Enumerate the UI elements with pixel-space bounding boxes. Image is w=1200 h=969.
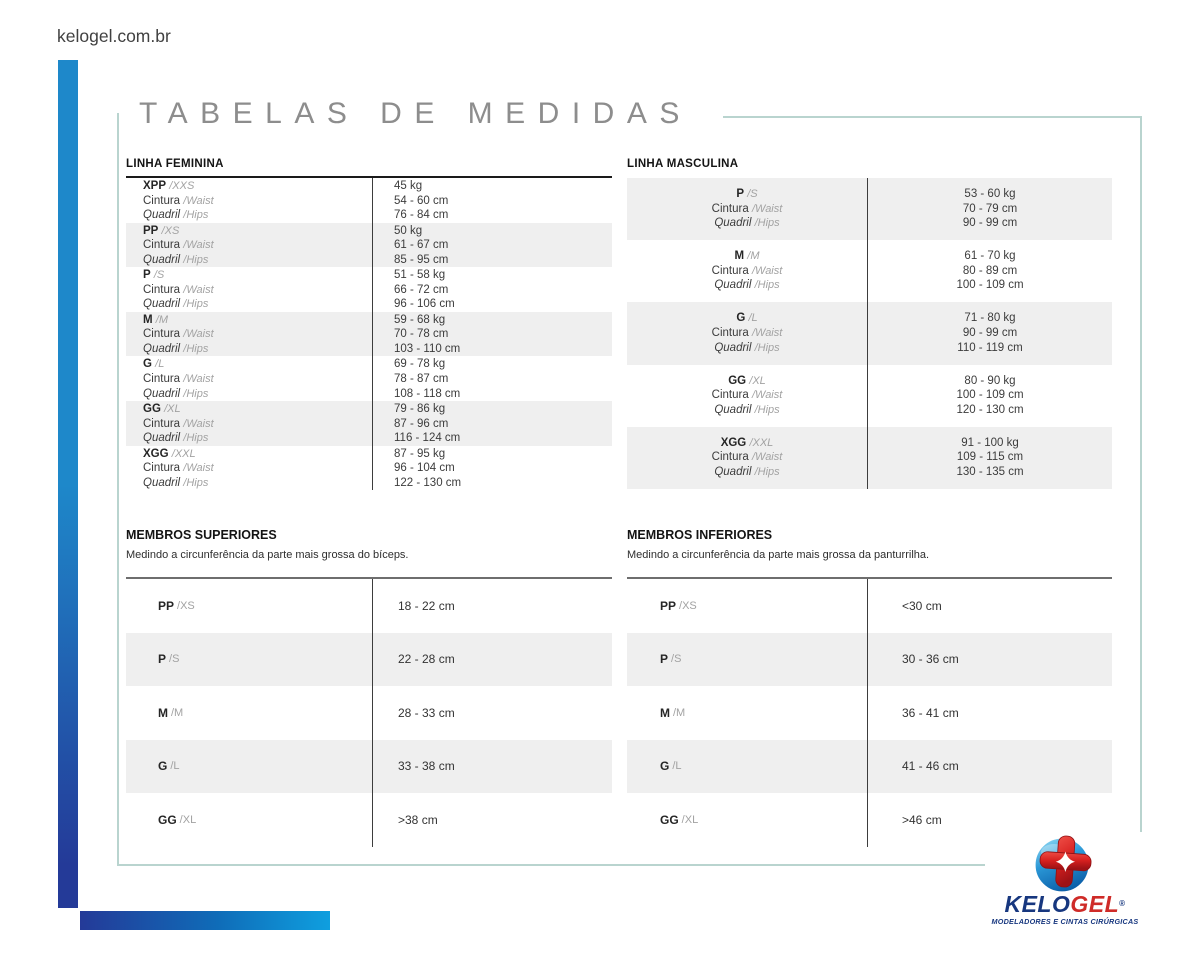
size-alt-label: /M: [747, 250, 760, 263]
logo-tagline: MODELADORES E CINTAS CIRÚRGICAS: [991, 917, 1139, 926]
size-row-g: [627, 740, 1112, 794]
size-alt-label: /M: [171, 706, 184, 719]
frame-border-bottom: [117, 864, 985, 866]
size-label: M: [660, 705, 670, 720]
size-alt-label: /XL: [681, 813, 699, 826]
size-label: P: [143, 269, 151, 282]
waist-label: Cintura: [711, 326, 749, 339]
waist-alt-label: /Waist: [751, 264, 783, 277]
waist-alt-label: /Waist: [183, 372, 214, 385]
weight-value: 91 - 100 kg: [961, 436, 1019, 449]
size-cell: [126, 178, 372, 223]
values-cell: [867, 302, 1112, 364]
waist-value: 70 - 79 cm: [962, 202, 1018, 215]
kelogel-logo: [990, 833, 1140, 926]
waist-value: 90 - 99 cm: [962, 326, 1018, 339]
value-cell: [372, 740, 612, 794]
size-alt-label: /L: [748, 312, 758, 325]
size-row-gg: [627, 365, 1112, 427]
table-subtitle: Medindo a circunferência da parte mais grossa do bíceps.: [126, 549, 409, 561]
hips-label: Quadril: [714, 341, 752, 354]
values-cell: [372, 267, 612, 312]
size-label: P: [660, 652, 669, 667]
frame-border-left: [117, 113, 119, 866]
hips-value: 96 - 106 cm: [394, 298, 455, 311]
size-alt-label: /L: [155, 358, 165, 371]
size-label: PP: [660, 598, 677, 613]
size-label: GG: [143, 402, 161, 415]
table-membros-inferiores: [627, 528, 1112, 847]
size-row-pp: [126, 223, 612, 268]
size-label: GG: [158, 812, 177, 827]
hips-value: 90 - 99 cm: [962, 217, 1018, 230]
hips-alt-label: /Hips: [754, 341, 780, 354]
registered-mark: ®: [1119, 899, 1126, 908]
table-rows: [627, 178, 1112, 489]
size-cell: [627, 579, 867, 633]
size-cell: [126, 793, 372, 847]
hips-label: Quadril: [143, 298, 181, 311]
values-cell: [372, 312, 612, 357]
size-alt-label: /XXL: [171, 447, 196, 460]
size-row-m: [126, 312, 612, 357]
hips-label: Quadril: [143, 432, 181, 445]
size-row-xgg: [627, 427, 1112, 489]
hips-alt-label: /Hips: [754, 217, 780, 230]
circumference-value: 41 - 46 cm: [902, 759, 959, 774]
bottom-gradient-bar: [80, 911, 330, 930]
size-row-m: [627, 686, 1112, 740]
waist-alt-label: /Waist: [183, 239, 214, 252]
size-row-g: [627, 302, 1112, 364]
frame-border-top: [723, 116, 1142, 118]
size-label: P: [736, 188, 745, 200]
waist-alt-label: /Waist: [751, 202, 783, 215]
size-row-m: [627, 240, 1112, 302]
hips-value: 103 - 110 cm: [394, 342, 461, 355]
size-cell: [126, 223, 372, 268]
size-row-g: [126, 356, 612, 401]
waist-label: Cintura: [143, 372, 181, 385]
values-cell: [867, 178, 1112, 240]
table-membros-superiores: [126, 528, 612, 847]
size-label: G: [736, 312, 746, 325]
weight-value: 69 - 78 kg: [394, 358, 446, 371]
value-cell: [867, 686, 1112, 740]
size-cell: [627, 633, 867, 687]
kelogel-wordmark: [990, 893, 1140, 915]
size-alt-label: /S: [153, 269, 165, 282]
size-label: GG: [728, 374, 747, 387]
size-row-gg: [126, 401, 612, 446]
size-row-p: [627, 178, 1112, 240]
table-rows: [126, 178, 612, 490]
size-alt-label: /XXL: [749, 436, 774, 449]
size-label: XPP: [143, 180, 167, 192]
size-row-g: [126, 740, 612, 794]
table-linha-masculina: [627, 157, 1112, 489]
waist-alt-label: /Waist: [183, 417, 214, 430]
brand-kelo-text: KELO: [1004, 891, 1071, 917]
hips-value: 85 - 95 cm: [394, 253, 449, 266]
hips-label: Quadril: [714, 403, 752, 416]
table-heading: LINHA FEMININA: [126, 157, 612, 178]
size-cell: [627, 302, 867, 364]
hips-alt-label: /Hips: [183, 387, 209, 400]
size-cell: [126, 356, 372, 401]
waist-label: Cintura: [143, 328, 181, 341]
size-alt-label: /L: [672, 760, 682, 773]
table-rows: [627, 577, 1112, 847]
hips-value: 100 - 109 cm: [956, 279, 1024, 292]
size-alt-label: /L: [170, 760, 180, 773]
circumference-value: 22 - 28 cm: [398, 652, 455, 667]
brand-gel-text: GEL: [1070, 891, 1120, 917]
value-cell: [372, 579, 612, 633]
circumference-value: >38 cm: [398, 812, 438, 827]
size-label: PP: [143, 224, 159, 237]
frame-border-right: [1140, 116, 1142, 832]
weight-value: 50 kg: [394, 224, 423, 237]
site-url: kelogel.com.br: [57, 26, 171, 46]
size-row-gg: [126, 793, 612, 847]
size-row-m: [126, 686, 612, 740]
value-cell: [372, 793, 612, 847]
waist-label: Cintura: [711, 389, 749, 402]
waist-value: 61 - 67 cm: [394, 239, 449, 252]
table-linha-feminina: [126, 157, 612, 490]
size-label: XGG: [720, 436, 747, 449]
waist-alt-label: /Waist: [751, 389, 783, 402]
hips-label: Quadril: [143, 387, 181, 400]
kelogel-cross-logo-icon: [1032, 833, 1098, 895]
value-cell: [372, 686, 612, 740]
value-cell: [867, 579, 1112, 633]
waist-value: 78 - 87 cm: [394, 372, 449, 385]
size-row-p: [126, 633, 612, 687]
size-label: M: [158, 705, 168, 720]
values-cell: [867, 427, 1112, 489]
size-cell: [126, 579, 372, 633]
hips-label: Quadril: [143, 253, 181, 266]
hips-alt-label: /Hips: [183, 298, 209, 311]
waist-alt-label: /Waist: [751, 326, 783, 339]
hips-label: Quadril: [143, 476, 181, 489]
size-alt-label: /XL: [164, 402, 181, 415]
left-gradient-bar: [58, 60, 78, 908]
waist-value: 100 - 109 cm: [956, 389, 1024, 402]
waist-label: Cintura: [143, 283, 181, 296]
waist-alt-label: /Waist: [183, 328, 214, 341]
waist-label: Cintura: [143, 194, 181, 207]
size-row-p: [627, 633, 1112, 687]
size-label: G: [143, 358, 152, 371]
weight-value: 45 kg: [394, 180, 423, 192]
weight-value: 79 - 86 kg: [394, 402, 446, 415]
size-alt-label: /XS: [161, 224, 180, 237]
waist-label: Cintura: [143, 462, 181, 475]
waist-value: 80 - 89 cm: [962, 264, 1018, 277]
circumference-value: 28 - 33 cm: [398, 705, 455, 720]
size-cell: [627, 178, 867, 240]
size-cell: [126, 740, 372, 794]
hips-value: 110 - 119 cm: [957, 341, 1023, 354]
circumference-value: 30 - 36 cm: [902, 652, 959, 667]
weight-value: 61 - 70 kg: [964, 250, 1016, 263]
hips-value: 130 - 135 cm: [956, 465, 1024, 478]
size-cell: [627, 686, 867, 740]
hips-value: 108 - 118 cm: [394, 387, 461, 400]
waist-alt-label: /Waist: [183, 462, 214, 475]
hips-alt-label: /Hips: [183, 432, 209, 445]
circumference-value: >46 cm: [902, 812, 942, 827]
waist-label: Cintura: [143, 417, 181, 430]
hips-alt-label: /Hips: [183, 476, 209, 489]
size-label: G: [660, 759, 670, 774]
size-alt-label: /S: [169, 653, 180, 666]
values-cell: [372, 223, 612, 268]
waist-value: 109 - 115 cm: [956, 451, 1024, 464]
page-title: TABELAS DE MEDIDAS: [139, 97, 692, 130]
waist-alt-label: /Waist: [751, 451, 783, 464]
hips-value: 122 - 130 cm: [394, 476, 462, 489]
size-label: M: [734, 250, 745, 263]
waist-value: 54 - 60 cm: [394, 194, 449, 207]
waist-alt-label: /Waist: [183, 194, 214, 207]
hips-alt-label: /Hips: [754, 465, 780, 478]
size-label: PP: [158, 598, 175, 613]
size-cell: [627, 740, 867, 794]
size-alt-label: /XS: [679, 599, 697, 612]
values-cell: [867, 365, 1112, 427]
weight-value: 87 - 95 kg: [394, 447, 446, 460]
size-alt-label: /M: [673, 706, 686, 719]
size-label: XGG: [143, 447, 169, 460]
values-cell: [867, 240, 1112, 302]
hips-label: Quadril: [143, 342, 181, 355]
hips-value: 116 - 124 cm: [394, 432, 461, 445]
waist-value: 96 - 104 cm: [394, 462, 455, 475]
hips-label: Quadril: [714, 279, 752, 292]
size-alt-label: /XL: [749, 374, 766, 387]
hips-value: 120 - 130 cm: [956, 403, 1024, 416]
weight-value: 53 - 60 kg: [964, 188, 1016, 200]
size-label: G: [158, 759, 168, 774]
size-row-pp: [627, 579, 1112, 633]
circumference-value: <30 cm: [902, 598, 942, 613]
values-cell: [372, 356, 612, 401]
hips-label: Quadril: [143, 209, 181, 222]
waist-value: 70 - 78 cm: [394, 328, 449, 341]
size-cell: [627, 240, 867, 302]
waist-value: 87 - 96 cm: [394, 417, 449, 430]
values-cell: [372, 446, 612, 491]
size-row-xpp: [126, 178, 612, 223]
hips-alt-label: /Hips: [183, 342, 209, 355]
hips-label: Quadril: [714, 217, 752, 230]
size-cell: [126, 267, 372, 312]
table-rows: [126, 577, 612, 847]
hips-label: Quadril: [714, 465, 752, 478]
hips-value: 76 - 84 cm: [394, 209, 449, 222]
waist-label: Cintura: [143, 239, 181, 252]
table-heading: MEMBROS SUPERIORES: [126, 528, 277, 542]
circumference-value: 33 - 38 cm: [398, 759, 455, 774]
values-cell: [372, 401, 612, 446]
waist-label: Cintura: [711, 451, 749, 464]
circumference-value: 36 - 41 cm: [902, 705, 959, 720]
table-heading: LINHA MASCULINA: [627, 158, 739, 170]
hips-alt-label: /Hips: [183, 253, 209, 266]
size-cell: [627, 365, 867, 427]
value-cell: [372, 633, 612, 687]
values-cell: [372, 178, 612, 223]
size-alt-label: /S: [671, 653, 682, 666]
weight-value: 71 - 80 kg: [964, 312, 1016, 325]
size-cell: [126, 686, 372, 740]
table-heading: MEMBROS INFERIORES: [627, 528, 773, 542]
value-cell: [867, 740, 1112, 794]
weight-value: 80 - 90 kg: [964, 374, 1016, 387]
waist-alt-label: /Waist: [183, 283, 214, 296]
circumference-value: 18 - 22 cm: [398, 598, 455, 613]
size-label: P: [158, 652, 167, 667]
size-alt-label: /XXS: [169, 180, 195, 192]
size-alt-label: /S: [747, 188, 758, 200]
size-row-p: [126, 267, 612, 312]
waist-label: Cintura: [711, 202, 749, 215]
hips-alt-label: /Hips: [754, 403, 780, 416]
waist-value: 66 - 72 cm: [394, 283, 449, 296]
table-subtitle: Medindo a circunferência da parte mais grossa da panturrilha.: [627, 549, 930, 561]
size-cell: [126, 401, 372, 446]
weight-value: 59 - 68 kg: [394, 313, 446, 326]
size-row-xgg: [126, 446, 612, 491]
size-label: M: [143, 313, 153, 326]
size-label: GG: [660, 812, 679, 827]
size-alt-label: /M: [155, 313, 169, 326]
value-cell: [867, 633, 1112, 687]
size-alt-label: /XL: [179, 813, 197, 826]
size-cell: [627, 427, 867, 489]
size-cell: [126, 312, 372, 357]
size-cell: [126, 633, 372, 687]
size-cell: [126, 446, 372, 491]
size-row-pp: [126, 579, 612, 633]
size-cell: [627, 793, 867, 847]
size-alt-label: /XS: [177, 599, 195, 612]
hips-alt-label: /Hips: [183, 209, 209, 222]
weight-value: 51 - 58 kg: [394, 269, 446, 282]
waist-label: Cintura: [711, 264, 749, 277]
hips-alt-label: /Hips: [754, 279, 780, 292]
